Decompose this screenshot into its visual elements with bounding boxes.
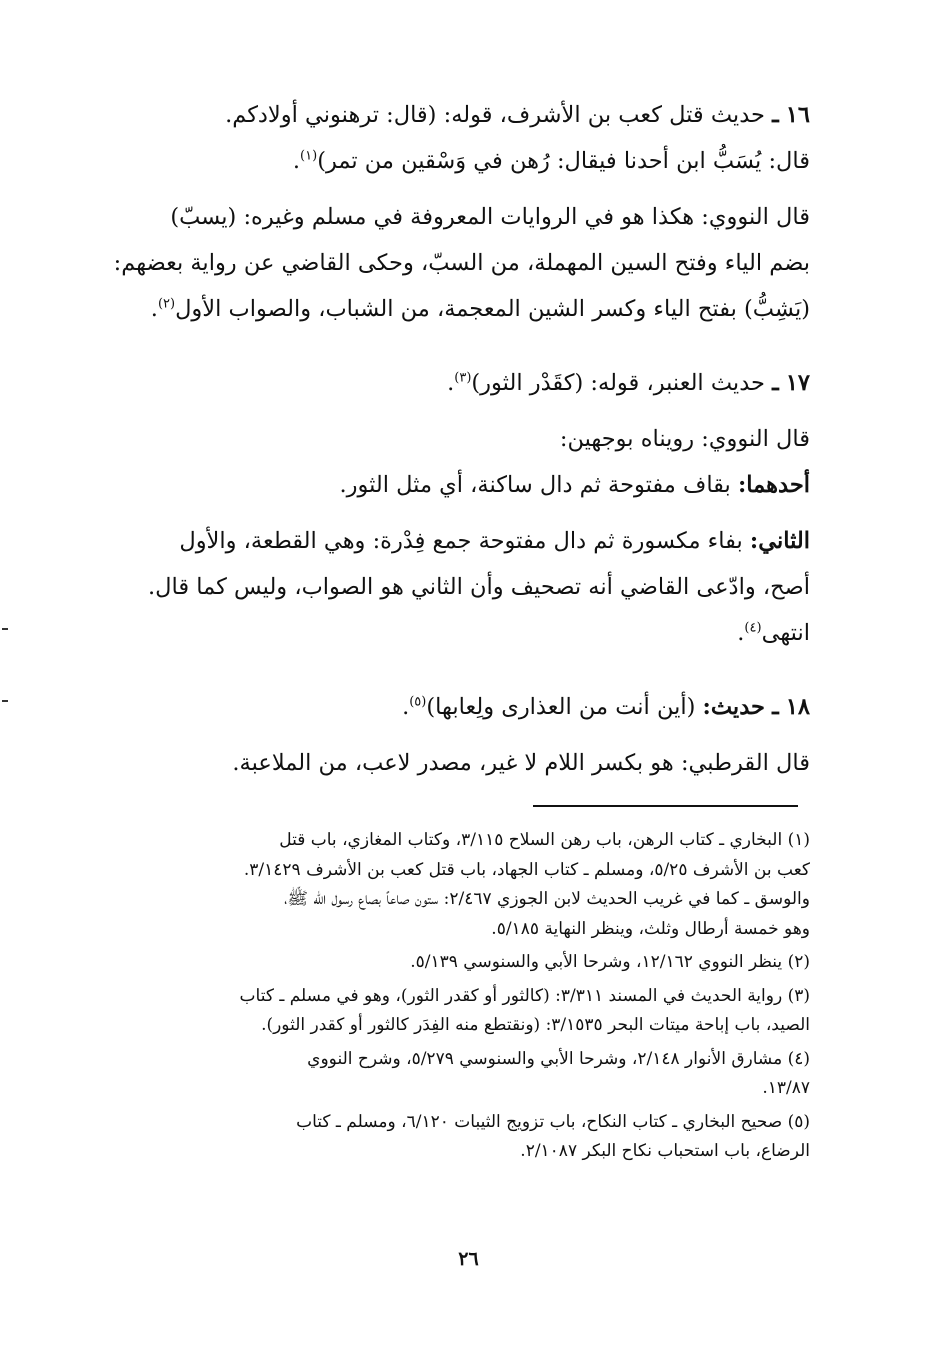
section-16-line-2 [100, 138, 810, 184]
footnotes [100, 826, 810, 1171]
period: . [402, 694, 410, 720]
commentary-line [100, 610, 810, 656]
margin-mark [2, 700, 8, 702]
footnote-line: (١) البخاري ـ كتاب الرهن، باب رهن السلاح ٣/١١٥، وكتاب المغازي، باب قتل [279, 830, 810, 850]
period: . [737, 620, 745, 646]
footnote-line: (٥) صحيح البخاري ـ كتاب النكاح، باب تزويج الثيبات ٦/١٢٠، ومسلم ـ كتاب [296, 1111, 810, 1132]
period: . [292, 148, 301, 174]
commentary-line [100, 518, 810, 564]
period: . [150, 296, 158, 322]
commentary-text: انتهى [761, 620, 810, 646]
section-quote: (أين أنت من العذارى ولِعابها) [426, 694, 696, 720]
second-text: بفاء مكسورة ثم دال مفتوحة جمع فِدْرة: وهي القطعة، والأول [179, 528, 743, 554]
section-quote-continued: قال: يُسَبُّ ابن أحدنا فيقال: رُهن في وَسْقين من تمر) [317, 148, 810, 174]
section-18-line-1 [100, 684, 810, 730]
commentary-line [100, 462, 810, 508]
footnote-line: (٤) مشارق الأنوار ٢/١٤٨، وشرحا الأبي والسنوسي ٥/٢٧٩، وشرح النووي [307, 1048, 810, 1069]
footnote-5 [100, 1108, 810, 1167]
commentary-line [100, 286, 810, 332]
section-18-heading [100, 684, 810, 730]
footnote-1 [100, 826, 810, 944]
first-text: بقاف مفتوحة ثم دال ساكنة، أي مثل الثور. [339, 472, 731, 498]
section-dash: ـ [772, 694, 779, 720]
section-title: حديث العنبر، [646, 370, 765, 396]
commentary-line: قال النووي: هكذا هو في الروايات المعروفة في مسلم وغيره: (يسبّ) [170, 204, 810, 230]
main-text [100, 92, 810, 796]
footnote-line: (٣) رواية الحديث في المسند ٣/٣١١: (كالثور أو كقدر الثور)، وهو في مسلم ـ كتاب [239, 985, 810, 1006]
section-17-commentary-second [100, 518, 810, 656]
footnote-line: (٢) ينظر النووي ١٢/١٦٢، وشرحا الأبي والسنوسي ٥/١٣٩. [410, 952, 810, 972]
footnote-line: والوسق ـ كما في غريب الحديث لابن الجوزي ٢/٤٦٧: ستون صاعاً بصاع رسول الله ﷺ، [284, 889, 810, 909]
footnote-3 [100, 982, 810, 1041]
section-16-heading [100, 92, 810, 184]
footnote-line: وهو خمسة أرطال وثلث، وينظر النهاية ٥/١٨٥. [491, 918, 810, 939]
section-title: حديث قتل كعب بن الأشرف، [499, 102, 765, 128]
section-number: ١٧ [785, 370, 810, 396]
footnote-line: ١٣/٨٧. [762, 1078, 810, 1098]
commentary-line: أصح، وادّعى القاضي أنه تصحيف وأن الثاني هو الصواب، وليس كما قال. [147, 574, 810, 600]
section-quote: قوله: (كقَدْر الثور) [471, 370, 640, 396]
footnote-ref-2: (٢) [157, 296, 176, 312]
footnote-line: الرضاع، باب استحباب نكاح البكر ٢/١٠٨٧. [520, 1141, 810, 1161]
commentary-line: بضم الياء وفتح السين المهملة، من السبّ، وحكى القاضي عن رواية بعضهم: [113, 250, 810, 276]
footnote-ref-4: (٤) [744, 620, 762, 636]
section-quote: قوله: (قال: ترهنوني أولادكم. [225, 102, 493, 128]
footnote-line: الصيد، باب إباحة ميتات البحر ٣/١٥٣٥: (ونقتطع منه الفِدَر كالثور أو كقدر الثور). [261, 1015, 810, 1035]
section-17-commentary-intro [100, 416, 810, 508]
section-17-line-1 [100, 360, 810, 406]
second-label: الثاني: [749, 528, 810, 554]
footnote-separator [533, 805, 798, 807]
section-dash: ـ [772, 102, 779, 128]
section-number: ١٦ [785, 102, 810, 128]
section-18-commentary [100, 740, 810, 786]
section-16-commentary [100, 194, 810, 332]
footnote-4 [100, 1045, 810, 1104]
commentary-line: قال النووي: رويناه بوجهين: [559, 426, 810, 452]
section-number: ١٨ [785, 694, 810, 720]
section-16-line-1 [100, 92, 810, 138]
page-number: ٢٦ [458, 1248, 479, 1270]
footnote-line: كعب بن الأشرف ٥/٢٥، ومسلم ـ كتاب الجهاد، باب قتل كعب بن الأشرف ٣/١٤٢٩. [243, 859, 810, 880]
section-title: حديث: [702, 694, 765, 720]
first-label: أحدهما: [737, 472, 810, 498]
footnote-ref-5: (٥) [409, 694, 427, 710]
margin-mark [2, 628, 8, 630]
footnote-ref-1: (١) [300, 148, 318, 164]
commentary-line: قال القرطبي: هو بكسر اللام لا غير، مصدر لاعب، من الملاعبة. [232, 750, 810, 776]
footnote-ref-3: (٣) [454, 370, 472, 386]
section-17-heading [100, 360, 810, 406]
footnote-2 [100, 948, 810, 978]
commentary-text: (يَشِبُّ) بفتح الياء وكسر الشين المعجمة، من الشباب، والصواب الأول [175, 296, 810, 322]
period: . [447, 370, 455, 396]
section-dash: ـ [772, 370, 779, 396]
